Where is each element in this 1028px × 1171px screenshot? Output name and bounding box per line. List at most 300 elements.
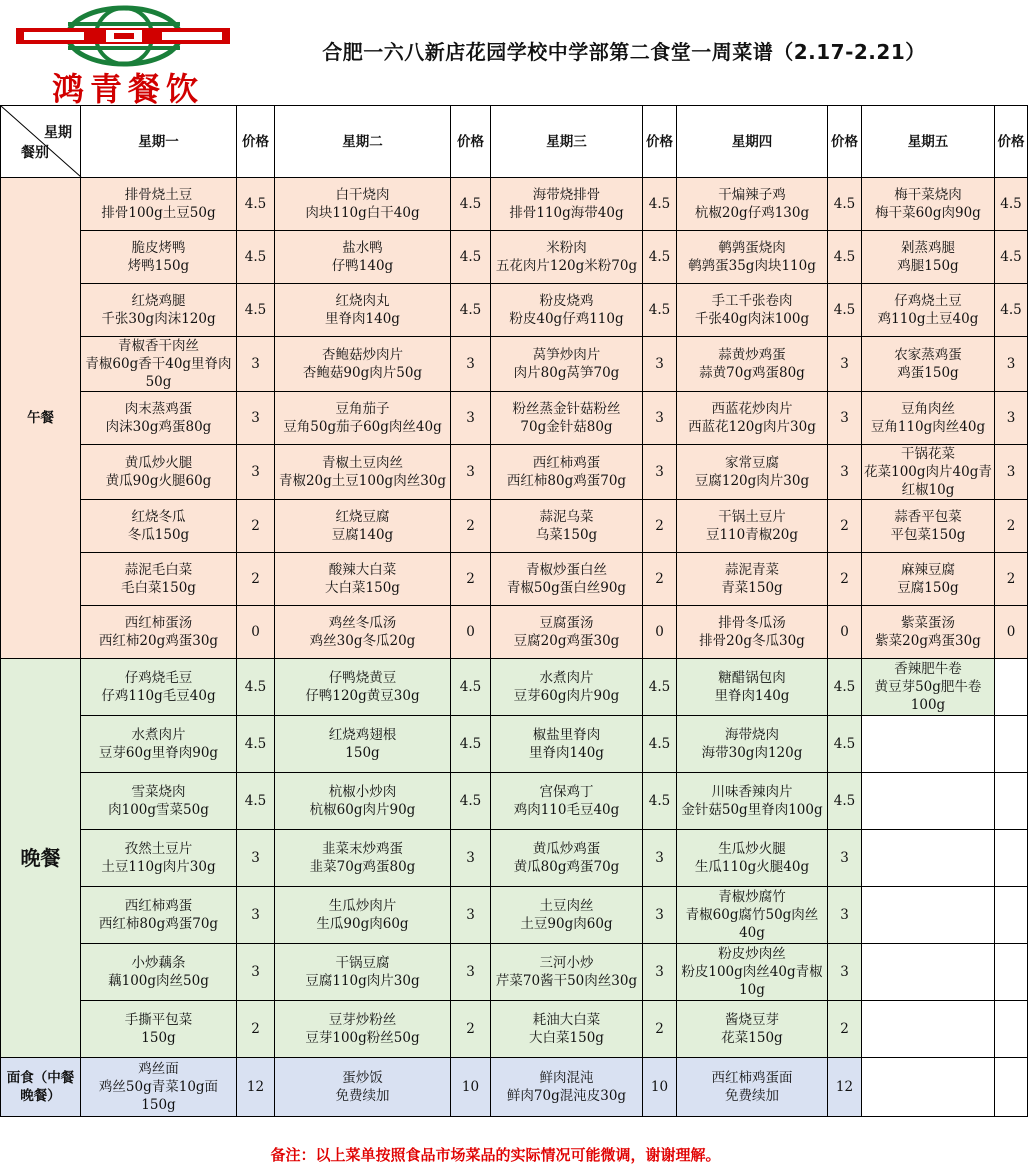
dish-ingredients: 仔鸭140g <box>331 258 394 274</box>
dish-cell <box>275 773 451 830</box>
dish-name: 杏鲍菇炒肉片 <box>322 347 403 363</box>
price-cell: 3 <box>237 944 275 1001</box>
dish-ingredients: 豆腐20g鸡蛋30g <box>513 633 620 649</box>
dish-name: 青椒炒蛋白丝 <box>526 562 607 578</box>
dish-cell <box>275 284 451 337</box>
dish-cell <box>275 500 451 553</box>
dish-name: 鲜肉混沌 <box>539 1070 594 1086</box>
dish-cell <box>677 231 828 284</box>
dish-cell <box>81 553 237 606</box>
dish-ingredients: 排骨20g冬瓜30g <box>699 633 805 649</box>
dish-name: 西蓝花炒肉片 <box>711 401 793 417</box>
dish-cell <box>677 1001 828 1058</box>
price-cell: 3 <box>451 337 491 392</box>
dish-cell <box>275 178 451 231</box>
dish-ingredients: 黄瓜90g火腿60g <box>105 473 212 489</box>
dish-name: 黄瓜炒鸡蛋 <box>532 841 601 857</box>
price-cell: 4.5 <box>828 284 862 337</box>
menu-row <box>1 716 1028 773</box>
dish-name: 排骨烧土豆 <box>124 187 193 203</box>
price-cell: 4.5 <box>643 178 677 231</box>
dish-name: 生瓜炒肉片 <box>328 898 397 914</box>
dish-ingredients: 紫菜20g鸡蛋30g <box>875 633 981 649</box>
dish-cell <box>862 178 995 231</box>
menu-row <box>1 830 1028 887</box>
price-cell: 4.5 <box>451 231 491 284</box>
dish-cell <box>862 553 995 606</box>
dish-name: 红烧鸡翅根 <box>328 727 397 743</box>
dish-cell <box>491 445 643 500</box>
dish-name: 红烧豆腐 <box>335 509 390 525</box>
menu-row <box>1 1058 1028 1117</box>
dish-cell <box>862 1001 995 1058</box>
price-cell: 3 <box>828 887 862 944</box>
price-cell: 4.5 <box>451 773 491 830</box>
dish-name: 青椒香干肉丝 <box>118 338 199 354</box>
dish-ingredients: 大白菜150g <box>529 1030 604 1046</box>
dish-cell <box>862 392 995 445</box>
dish-name: 家常豆腐 <box>725 455 779 471</box>
dish-cell <box>81 887 237 944</box>
price-cell: 4.5 <box>643 284 677 337</box>
price-cell <box>995 1001 1028 1058</box>
price-cell: 4.5 <box>828 716 862 773</box>
dish-name: 水煮肉片 <box>539 670 594 686</box>
dish-ingredients: 鸡肉110毛豆40g <box>513 802 620 818</box>
price-cell <box>995 944 1028 1001</box>
dish-ingredients: 杭椒20g仔鸡130g <box>694 205 810 221</box>
dish-ingredients: 免费续加 <box>725 1088 779 1104</box>
dish-ingredients: 海带30g肉120g <box>701 745 803 761</box>
price-cell: 2 <box>451 1001 491 1058</box>
dish-name: 粉丝蒸金针菇粉丝 <box>512 401 621 417</box>
dish-name: 盐水鸭 <box>342 240 383 256</box>
price-cell: 3 <box>643 337 677 392</box>
dish-cell <box>81 944 237 1001</box>
price-cell: 3 <box>995 445 1028 500</box>
dish-name: 农家蒸鸡蛋 <box>894 347 962 363</box>
dish-name: 糖醋锅包肉 <box>718 670 786 686</box>
dish-ingredients: 西蓝花120g肉片30g <box>688 419 816 435</box>
price-cell: 0 <box>995 606 1028 659</box>
dish-ingredients: 平包菜150g <box>890 527 966 543</box>
price-cell <box>995 659 1028 716</box>
dish-name: 海带烧排骨 <box>532 187 601 203</box>
price-cell: 4.5 <box>237 284 275 337</box>
dish-ingredients: 150g <box>141 1030 176 1046</box>
price-cell: 3 <box>995 392 1028 445</box>
price-cell: 0 <box>237 606 275 659</box>
dish-cell <box>677 337 828 392</box>
dish-ingredients: 大白菜150g <box>325 580 400 596</box>
dish-ingredients: 肉100g雪菜50g <box>108 802 209 818</box>
price-cell: 3 <box>643 392 677 445</box>
dish-name: 酸辣大白菜 <box>328 562 397 578</box>
dish-cell <box>81 231 237 284</box>
dish-ingredients: 蒜黄70g鸡蛋80g <box>699 365 805 381</box>
dish-cell <box>81 284 237 337</box>
price-cell: 3 <box>828 830 862 887</box>
dish-ingredients: 冬瓜150g <box>127 527 190 543</box>
dish-ingredients: 青椒60g香干40g里脊肉50g <box>85 356 232 390</box>
dish-name: 粉皮烧鸡 <box>539 293 594 309</box>
dish-name: 排骨冬瓜汤 <box>718 615 786 631</box>
dish-name: 粉皮炒肉丝 <box>718 946 786 962</box>
dish-cell <box>81 178 237 231</box>
menu-row <box>1 284 1028 337</box>
meal-label: 面食（中餐晚餐） <box>1 1058 81 1117</box>
price-cell: 4.5 <box>828 231 862 284</box>
dish-name: 西红柿鸡蛋 <box>532 455 601 471</box>
dish-ingredients: 芹菜70酱干50肉丝30g <box>495 973 638 989</box>
dish-name: 豆角肉丝 <box>901 401 955 417</box>
price-cell: 3 <box>643 887 677 944</box>
price-cell: 4.5 <box>995 178 1028 231</box>
dish-cell <box>275 887 451 944</box>
price-cell: 2 <box>237 553 275 606</box>
menu-row <box>1 1001 1028 1058</box>
dish-ingredients: 鸡腿150g <box>897 258 959 274</box>
price-cell: 3 <box>451 830 491 887</box>
price-cell <box>995 887 1028 944</box>
dish-ingredients: 鸡丝30g冬瓜20g <box>309 633 416 649</box>
dish-name: 雪菜烧肉 <box>131 784 186 800</box>
price-cell: 3 <box>451 392 491 445</box>
dish-cell <box>491 716 643 773</box>
menu-row <box>1 337 1028 392</box>
dish-ingredients: 烤鸭150g <box>127 258 190 274</box>
dish-cell <box>81 716 237 773</box>
dish-cell <box>862 500 995 553</box>
dish-cell <box>491 606 643 659</box>
dish-name: 西红柿鸡蛋 <box>124 898 193 914</box>
dish-cell <box>862 830 995 887</box>
price-cell: 3 <box>237 392 275 445</box>
dish-cell <box>81 606 237 659</box>
dish-cell <box>275 392 451 445</box>
dish-ingredients: 里脊肉140g <box>529 745 604 761</box>
dish-ingredients: 鲜肉70g混沌皮30g <box>506 1088 627 1104</box>
dish-cell <box>275 231 451 284</box>
menu-row <box>1 178 1028 231</box>
dish-cell <box>677 392 828 445</box>
dish-cell <box>275 1001 451 1058</box>
price-cell: 0 <box>451 606 491 659</box>
dish-name: 水煮肉片 <box>131 727 186 743</box>
dish-cell <box>81 392 237 445</box>
dish-name: 红烧肉丸 <box>335 293 390 309</box>
page-title: 合肥一六八新店花园学校中学部第二食堂一周菜谱（2.17-2.21） <box>322 40 926 64</box>
dish-ingredients: 70g金针菇80g <box>520 419 613 435</box>
price-cell: 4.5 <box>451 178 491 231</box>
dish-name: 蒜黄炒鸡蛋 <box>718 347 786 363</box>
corner-bottom-label: 餐别 <box>21 145 49 161</box>
dish-ingredients: 鸡丝50g青菜10g面150g <box>98 1079 219 1113</box>
price-cell: 2 <box>828 553 862 606</box>
dish-ingredients: 五花肉片120g米粉70g <box>495 258 638 274</box>
dish-name: 干锅豆腐 <box>335 955 390 971</box>
price-cell: 3 <box>643 944 677 1001</box>
dish-name: 手工千张卷肉 <box>711 293 793 309</box>
dish-ingredients: 乌菜150g <box>535 527 598 543</box>
dish-ingredients: 土豆90g肉60g <box>520 916 613 932</box>
menu-table <box>0 105 1028 1117</box>
dish-ingredients: 金针菇50g里脊肉100g <box>681 802 823 818</box>
dish-cell <box>677 659 828 716</box>
dish-name: 米粉肉 <box>546 240 587 256</box>
dish-name: 海带烧肉 <box>725 727 779 743</box>
dish-ingredients: 仔鸭120g黄豆30g <box>305 688 420 704</box>
dish-cell <box>491 944 643 1001</box>
dish-name: 鹌鹑蛋烧肉 <box>718 240 786 256</box>
price-cell: 10 <box>451 1058 491 1117</box>
dish-ingredients: 韭菜70g鸡蛋80g <box>309 859 416 875</box>
dish-name: 椒盐里脊肉 <box>532 727 601 743</box>
dish-name: 紫菜蛋汤 <box>901 615 955 631</box>
header-row <box>1 106 1028 178</box>
dish-name: 仔鸡烧毛豆 <box>124 670 193 686</box>
dish-name: 耗油大白菜 <box>532 1012 601 1028</box>
price-cell: 2 <box>643 500 677 553</box>
price-cell: 4.5 <box>643 231 677 284</box>
dish-ingredients: 豆角50g茄子60g肉丝40g <box>283 419 442 435</box>
price-cell: 4.5 <box>995 284 1028 337</box>
menu-row <box>1 231 1028 284</box>
dish-cell <box>677 178 828 231</box>
dish-name: 莴笋炒肉片 <box>532 347 601 363</box>
dish-name: 杭椒小炒肉 <box>328 784 397 800</box>
dish-cell <box>862 284 995 337</box>
dish-cell <box>81 830 237 887</box>
price-cell <box>995 773 1028 830</box>
dish-cell <box>677 1058 828 1117</box>
dish-name: 川味香辣肉片 <box>711 784 793 800</box>
dish-cell <box>275 716 451 773</box>
dish-ingredients: 青椒50g蛋白丝90g <box>506 580 627 596</box>
price-cell: 3 <box>828 944 862 1001</box>
dish-cell <box>862 944 995 1001</box>
dish-name: 酱烧豆芽 <box>725 1012 779 1028</box>
dish-cell <box>275 944 451 1001</box>
dish-name: 红烧鸡腿 <box>131 293 186 309</box>
price-cell: 4.5 <box>237 178 275 231</box>
dish-ingredients: 排骨100g土豆50g <box>101 205 216 221</box>
dish-cell <box>81 659 237 716</box>
dish-cell <box>491 392 643 445</box>
price-cell: 2 <box>451 500 491 553</box>
dish-name: 青椒土豆肉丝 <box>322 455 403 471</box>
dish-ingredients: 西红柿80g鸡蛋70g <box>506 473 627 489</box>
price-cell: 2 <box>995 553 1028 606</box>
price-cell: 3 <box>995 337 1028 392</box>
dish-cell <box>275 659 451 716</box>
dish-ingredients: 豆芽60g里脊肉90g <box>98 745 219 761</box>
dish-ingredients: 排骨110g海带40g <box>509 205 624 221</box>
price-cell: 2 <box>828 500 862 553</box>
dish-name: 手撕平包菜 <box>124 1012 193 1028</box>
dish-name: 剁蒸鸡腿 <box>901 240 955 256</box>
dish-ingredients: 西红柿80g鸡蛋70g <box>98 916 219 932</box>
dish-ingredients: 杏鲍菇90g肉片50g <box>302 365 423 381</box>
dish-cell <box>491 773 643 830</box>
day-header: 星期一 <box>81 106 237 178</box>
price-cell: 4.5 <box>451 716 491 773</box>
price-cell: 2 <box>643 1001 677 1058</box>
price-cell: 0 <box>643 606 677 659</box>
dish-name: 蒜泥毛白菜 <box>124 562 193 578</box>
dish-cell <box>491 178 643 231</box>
dish-ingredients: 豆腐150g <box>897 580 959 596</box>
dish-name: 豆芽炒粉丝 <box>328 1012 397 1028</box>
dish-name: 小炒藕条 <box>131 955 186 971</box>
dish-ingredients: 豆角110g肉丝40g <box>870 419 986 435</box>
dish-ingredients: 免费续加 <box>335 1088 390 1104</box>
price-cell: 0 <box>828 606 862 659</box>
price-cell: 3 <box>237 337 275 392</box>
price-header: 价格 <box>828 106 862 178</box>
price-cell: 3 <box>237 887 275 944</box>
dish-ingredients: 青椒60g腐竹50g肉丝40g <box>685 907 819 941</box>
dish-name: 西红柿鸡蛋面 <box>711 1070 793 1086</box>
day-header: 星期三 <box>491 106 643 178</box>
dish-cell <box>275 553 451 606</box>
footer-note: 备注：以上菜单按照食品市场菜品的实际情况可能微调，谢谢理解。 <box>270 1146 721 1164</box>
dish-cell <box>862 231 995 284</box>
dish-ingredients: 千张40g肉沫100g <box>694 311 810 327</box>
dish-name: 梅干菜烧肉 <box>894 187 962 203</box>
dish-ingredients: 鸡110g土豆40g <box>877 311 979 327</box>
menu-row <box>1 887 1028 944</box>
dish-ingredients: 千张30g肉沫120g <box>101 311 216 327</box>
dish-cell <box>491 1058 643 1117</box>
dish-ingredients: 青菜150g <box>721 580 783 596</box>
dish-name: 蛋炒饭 <box>342 1070 383 1086</box>
dish-ingredients: 土豆110g肉片30g <box>101 859 216 875</box>
dish-cell <box>677 773 828 830</box>
dish-cell <box>862 716 995 773</box>
dish-cell <box>677 944 828 1001</box>
dish-name: 红烧冬瓜 <box>131 509 186 525</box>
corner-top-label: 星期 <box>44 125 72 141</box>
dish-cell <box>81 1058 237 1117</box>
dish-ingredients: 生瓜110g火腿40g <box>694 859 810 875</box>
dish-ingredients: 肉片80g莴笋70g <box>513 365 620 381</box>
dish-cell <box>491 231 643 284</box>
dish-cell <box>677 553 828 606</box>
dish-name: 干锅土豆片 <box>718 509 786 525</box>
dish-name: 蒜泥青菜 <box>725 562 779 578</box>
price-header: 价格 <box>237 106 275 178</box>
dish-cell <box>491 830 643 887</box>
price-cell: 4.5 <box>643 716 677 773</box>
price-cell: 3 <box>237 445 275 500</box>
dish-cell <box>81 773 237 830</box>
price-cell <box>995 1058 1028 1117</box>
dish-ingredients: 里脊肉140g <box>325 311 400 327</box>
price-cell: 2 <box>995 500 1028 553</box>
dish-ingredients: 黄豆芽50g肥牛卷100g <box>874 679 982 713</box>
dish-cell <box>677 606 828 659</box>
dish-ingredients: 黄瓜80g鸡蛋70g <box>513 859 620 875</box>
price-cell: 3 <box>828 445 862 500</box>
day-header: 星期二 <box>275 106 451 178</box>
price-cell: 3 <box>828 337 862 392</box>
price-cell: 4.5 <box>643 773 677 830</box>
dish-ingredients: 粉皮40g仔鸡110g <box>509 311 624 327</box>
dish-ingredients: 里脊肉140g <box>714 688 790 704</box>
dish-name: 仔鸡烧土豆 <box>894 293 962 309</box>
dish-ingredients: 藕100g肉丝50g <box>108 973 209 989</box>
price-cell: 3 <box>828 392 862 445</box>
menu-row <box>1 392 1028 445</box>
price-cell: 4.5 <box>237 773 275 830</box>
dish-name: 麻辣豆腐 <box>901 562 955 578</box>
dish-ingredients: 150g <box>345 745 380 761</box>
price-header: 价格 <box>451 106 491 178</box>
dish-cell <box>862 606 995 659</box>
price-cell: 2 <box>451 553 491 606</box>
dish-name: 豆角茄子 <box>335 401 390 417</box>
dish-cell <box>491 887 643 944</box>
dish-name: 白干烧肉 <box>335 187 390 203</box>
dish-ingredients: 生瓜90g肉60g <box>316 916 409 932</box>
dish-cell <box>862 773 995 830</box>
logo-text: 鸿青餐饮 <box>51 70 204 108</box>
price-cell: 4.5 <box>828 773 862 830</box>
price-cell: 2 <box>643 553 677 606</box>
dish-cell <box>81 500 237 553</box>
dish-cell <box>81 337 237 392</box>
dish-ingredients: 青椒20g土豆100g肉丝30g <box>278 473 447 489</box>
price-cell: 3 <box>643 445 677 500</box>
dish-name: 肉末蒸鸡蛋 <box>124 401 193 417</box>
dish-ingredients: 鸡蛋150g <box>897 365 959 381</box>
menu-row <box>1 659 1028 716</box>
menu-row <box>1 445 1028 500</box>
price-header: 价格 <box>643 106 677 178</box>
dish-name: 西红柿蛋汤 <box>124 615 193 631</box>
header <box>0 0 992 108</box>
dish-cell <box>275 830 451 887</box>
price-cell: 4.5 <box>237 231 275 284</box>
dish-name: 香辣肥牛卷 <box>894 661 962 677</box>
dish-name: 鸡丝面 <box>138 1061 179 1077</box>
dish-cell <box>862 445 995 500</box>
price-cell: 12 <box>237 1058 275 1117</box>
dish-cell <box>275 1058 451 1117</box>
price-cell: 3 <box>237 830 275 887</box>
dish-name: 青椒炒腐竹 <box>718 889 786 905</box>
corner-cell <box>1 106 81 178</box>
day-header: 星期五 <box>862 106 995 178</box>
dish-ingredients: 豆芽60g肉片90g <box>513 688 620 704</box>
price-cell <box>995 830 1028 887</box>
price-cell: 2 <box>237 500 275 553</box>
dish-ingredients: 梅干菜60g肉90g <box>875 205 981 221</box>
menu-row <box>1 773 1028 830</box>
price-cell: 10 <box>643 1058 677 1117</box>
dish-cell <box>491 659 643 716</box>
company-logo <box>2 2 254 108</box>
dish-cell <box>491 500 643 553</box>
dish-cell <box>275 445 451 500</box>
dish-ingredients: 豆110青椒20g <box>705 527 799 543</box>
dish-ingredients: 豆腐120g肉片30g <box>694 473 810 489</box>
price-cell: 4.5 <box>451 284 491 337</box>
dish-ingredients: 杭椒60g肉片90g <box>309 802 416 818</box>
dish-cell <box>81 1001 237 1058</box>
dish-cell <box>491 284 643 337</box>
